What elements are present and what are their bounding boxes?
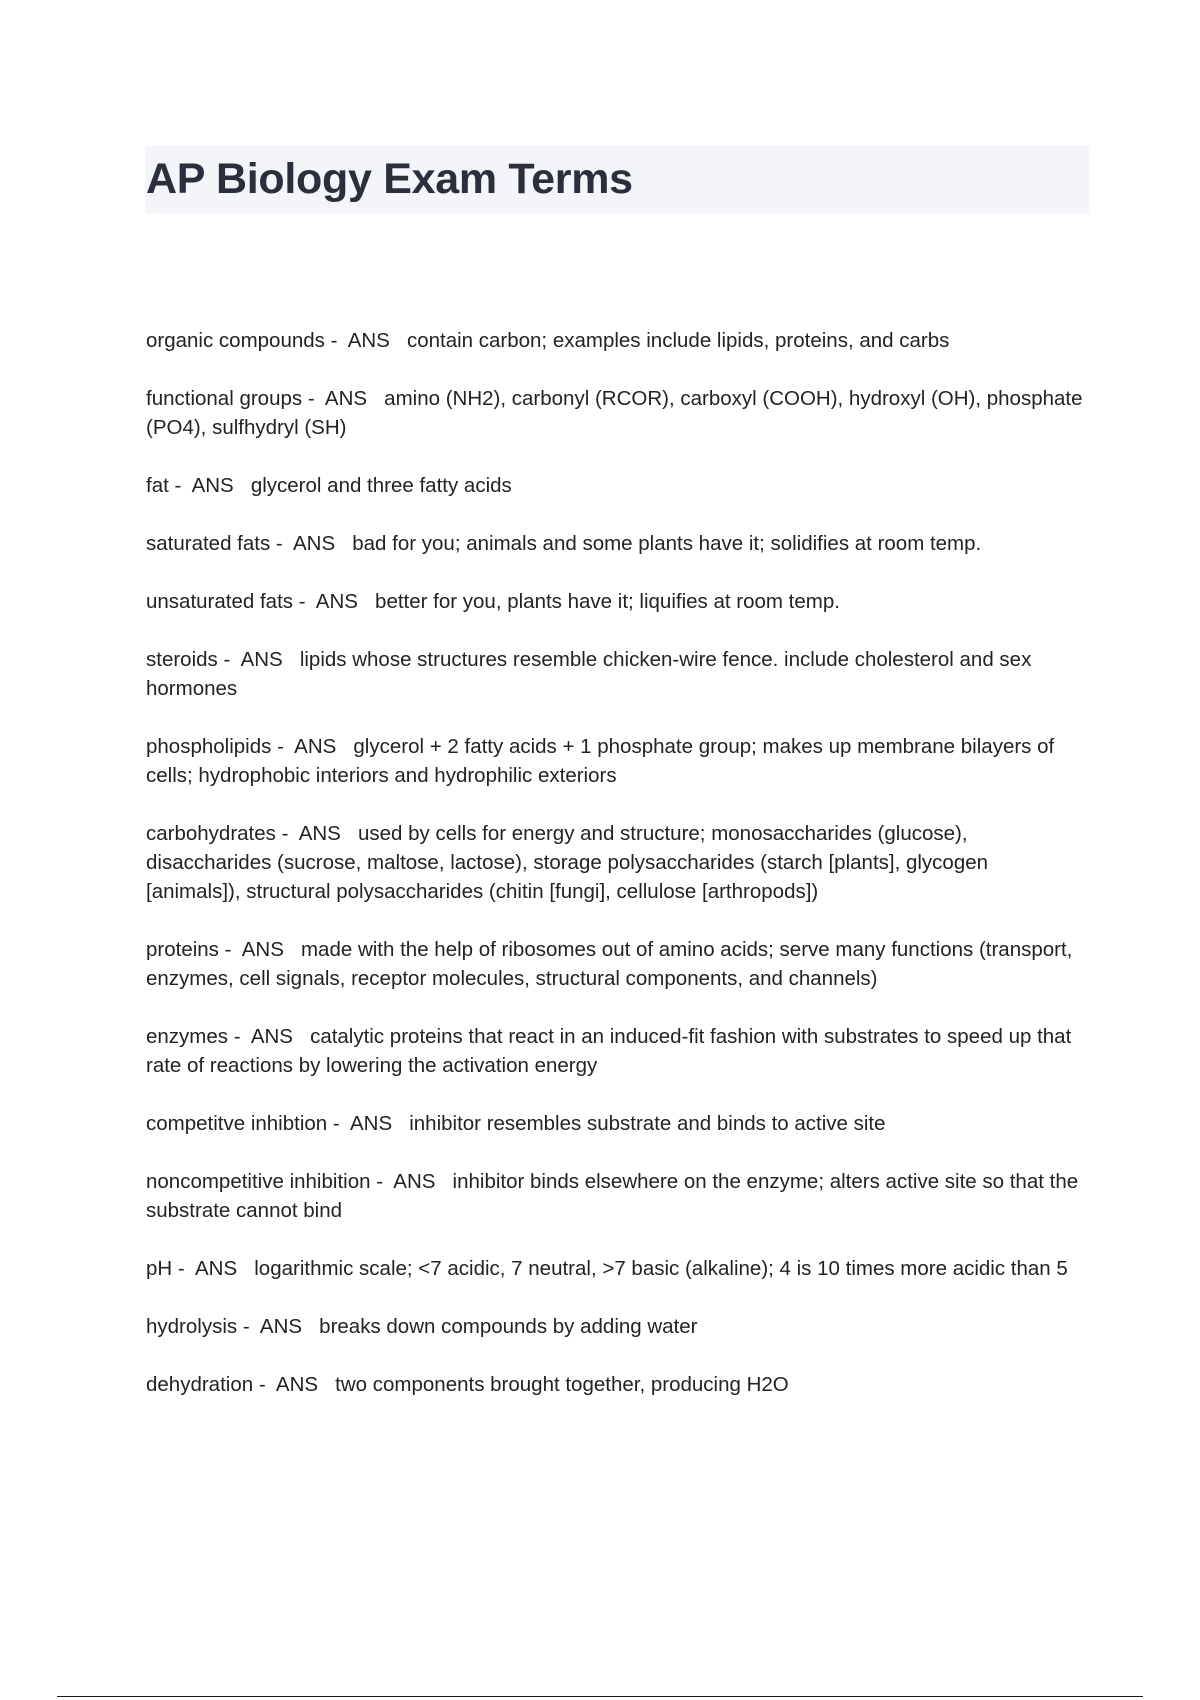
page-title: AP Biology Exam Terms bbox=[146, 155, 633, 203]
definition: amino (NH2), carbonyl (RCOR), carboxyl (COOH), hydroxyl (OH), phosphate (PO4), sulfhydryl (SH) bbox=[146, 387, 1083, 439]
term-entry bbox=[146, 732, 1086, 790]
term: noncompetitive inhibition bbox=[146, 1170, 371, 1193]
term-entry bbox=[146, 819, 1086, 906]
term-list bbox=[146, 326, 1086, 1428]
answer-separator: - ANS bbox=[302, 387, 385, 410]
term: dehydration bbox=[146, 1373, 254, 1396]
term: pH bbox=[146, 1257, 173, 1280]
definition: two components brought together, producing H2O bbox=[335, 1373, 789, 1396]
definition: better for you, plants have it; liquifies at room temp. bbox=[375, 590, 840, 613]
definition: glycerol + 2 fatty acids + 1 phosphate group; makes up membrane bilayers of cells; hydrophobic interiors and hydrophilic exteriors bbox=[146, 735, 1055, 787]
term: phospholipids bbox=[146, 735, 272, 758]
term-entry bbox=[146, 529, 1086, 558]
answer-separator: - ANS bbox=[271, 735, 354, 758]
answer-separator: - ANS bbox=[324, 329, 407, 352]
answer-separator: - ANS bbox=[237, 1315, 320, 1338]
answer-separator: - ANS bbox=[218, 938, 301, 961]
answer-separator: - ANS bbox=[270, 532, 353, 555]
definition: inhibitor resembles substrate and binds to active site bbox=[409, 1112, 886, 1135]
term: steroids bbox=[146, 648, 218, 671]
answer-separator: - ANS bbox=[253, 1373, 336, 1396]
answer-separator: - ANS bbox=[217, 648, 300, 671]
term-entry bbox=[146, 645, 1086, 703]
definition: lipids whose structures resemble chicken-wire fence. include cholesterol and sex hormones bbox=[146, 648, 1032, 700]
term: competitve inhibtion bbox=[146, 1112, 328, 1135]
term: hydrolysis bbox=[146, 1315, 238, 1338]
term-entry bbox=[146, 935, 1086, 993]
answer-separator: - ANS bbox=[293, 590, 376, 613]
definition: logarithmic scale; <7 acidic, 7 neutral, >7 basic (alkaline); 4 is 10 times more acidic than 5 bbox=[254, 1257, 1068, 1280]
term: proteins bbox=[146, 938, 219, 961]
term: organic compounds bbox=[146, 329, 325, 352]
definition: inhibitor binds elsewhere on the enzyme; alters active site so that the substrate cannot bind bbox=[146, 1170, 1079, 1222]
answer-separator: - ANS bbox=[228, 1025, 311, 1048]
term-entry bbox=[146, 326, 1086, 355]
term-entry bbox=[146, 1254, 1086, 1283]
term-entry bbox=[146, 471, 1086, 500]
term: fat bbox=[146, 474, 169, 497]
definition: catalytic proteins that react in an induced-fit fashion with substrates to speed up that rate of reactions by lowering the activation energy bbox=[146, 1025, 1072, 1077]
definition: glycerol and three fatty acids bbox=[250, 474, 512, 497]
footer-rule bbox=[57, 1696, 1143, 1697]
definition: contain carbon; examples include lipids, proteins, and carbs bbox=[406, 329, 950, 352]
answer-separator: - ANS bbox=[172, 1257, 255, 1280]
term-entry bbox=[146, 1370, 1086, 1399]
answer-separator: - ANS bbox=[370, 1170, 453, 1193]
definition: used by cells for energy and structure; monosaccharides (glucose), disaccharides (sucrose, maltose, lactose), storage polysaccharides (starch [plants], glycogen [animals]), structural polysaccharides (chitin [fungi], cellulose [arthropods]) bbox=[146, 822, 989, 903]
term-entry bbox=[146, 1022, 1086, 1080]
definition: bad for you; animals and some plants have it; solidifies at room temp. bbox=[352, 532, 982, 555]
answer-separator: - ANS bbox=[327, 1112, 410, 1135]
term-entry bbox=[146, 384, 1086, 442]
definition: breaks down compounds by adding water bbox=[319, 1315, 698, 1338]
term: unsaturated fats bbox=[146, 590, 294, 613]
term: functional groups bbox=[146, 387, 303, 410]
term-entry bbox=[146, 1312, 1086, 1341]
definition: made with the help of ribosomes out of amino acids; serve many functions (transport, enzymes, cell signals, receptor molecules, structural components, and channels) bbox=[146, 938, 1073, 990]
term: enzymes bbox=[146, 1025, 229, 1048]
term-entry bbox=[146, 587, 1086, 616]
term-entry bbox=[146, 1109, 1086, 1138]
term: saturated fats bbox=[146, 532, 271, 555]
term-entry bbox=[146, 1167, 1086, 1225]
answer-separator: - ANS bbox=[275, 822, 358, 845]
term: carbohydrates bbox=[146, 822, 276, 845]
answer-separator: - ANS bbox=[168, 474, 251, 497]
